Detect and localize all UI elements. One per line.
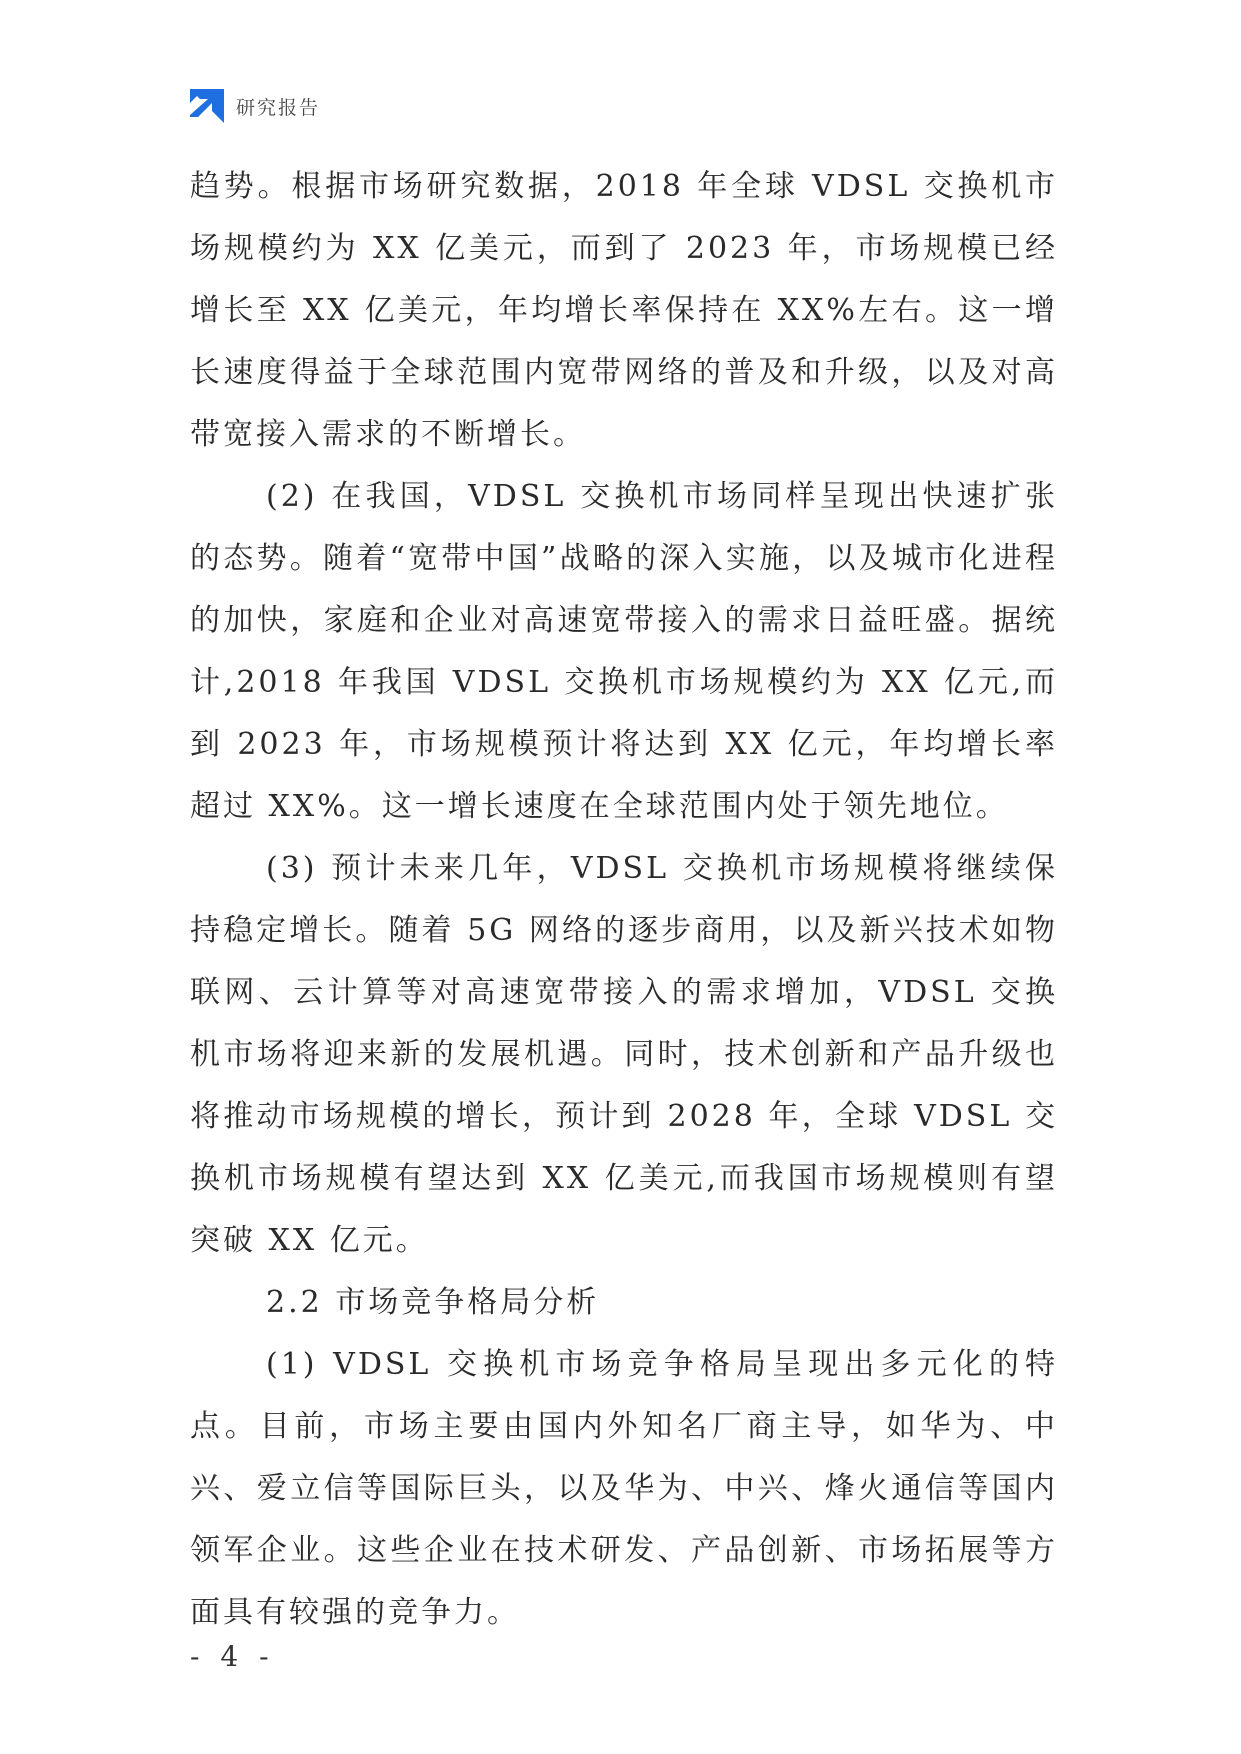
paragraph-3: (3) 预计未来几年，VDSL 交换机市场规模将继续保持稳定增长。随着 5G 网络的逐步商用，以及新兴技术如物联网、云计算等对高速宽带接入的需求增加，VDSL 交换机市场将迎来新的发展机遇。同时，技术创新和产品升级也将推动市场规模的增长，预计到 2028 年，全球 VDSL 交换机市场规模有望达到 XX 亿美元,而我国市场规模则有望突破 XX 亿元。	[190, 851, 1058, 1258]
page-number: - 4 -	[190, 1640, 275, 1673]
page-header	[190, 88, 320, 124]
header-title: 研究报告	[236, 96, 321, 119]
paragraph-2: (2) 在我国，VDSL 交换机市场同样呈现出快速扩张的态势。随着“宽带中国”战略的深入实施，以及城市化进程的加快，家庭和企业对高速宽带接入的需求日益旺盛。据统计,2018 年我国 VDSL 交换机市场规模约为 XX 亿元,而到 2023 年，市场规模预计将达到 XX 亿元，年均增长率超过 XX%。这一增长速度在全球范围内处于领先地位。	[190, 479, 1058, 824]
section-heading: 2.2 市场竞争格局分析	[266, 1285, 600, 1320]
document-body	[190, 156, 1058, 1644]
arrow-up-right-icon	[190, 89, 224, 123]
section-paragraph-1: (1) VDSL 交换机市场竞争格局呈现出多元化的特点。目前，市场主要由国内外知名厂商主导，如华为、中兴、爱立信等国际巨头，以及华为、中兴、烽火通信等国内领军企业。这些企业在技术研发、产品创新、市场拓展等方面具有较强的竞争力。	[190, 1347, 1058, 1630]
paragraph-continued: 趋势。根据市场研究数据，2018 年全球 VDSL 交换机市场规模约为 XX 亿美元，而到了 2023 年，市场规模已经增长至 XX 亿美元，年均增长率保持在 XX%左右。这一增长速度得益于全球范围内宽带网络的普及和升级，以及对高带宽接入需求的不断增长。	[190, 169, 1058, 452]
